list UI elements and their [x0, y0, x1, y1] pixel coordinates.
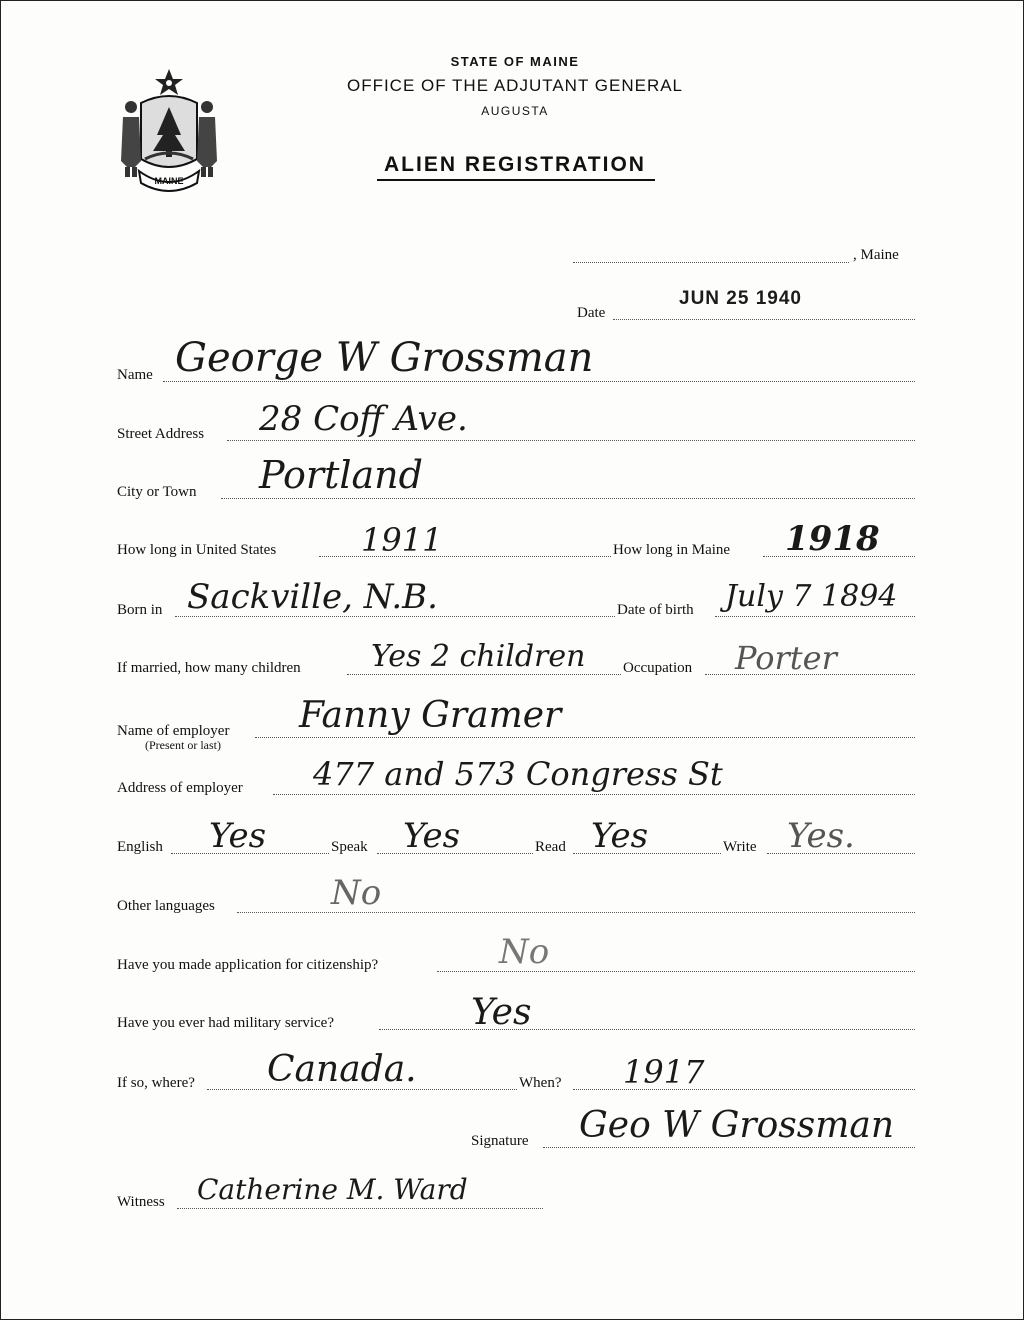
citizenship-label: Have you made application for citizenship? — [117, 957, 379, 973]
date-line — [613, 319, 915, 320]
street-address-line — [227, 440, 915, 441]
title-underline — [377, 179, 655, 181]
military-value: Yes — [471, 992, 532, 1033]
speak-label: Speak — [331, 839, 368, 855]
write-value: Yes. — [787, 816, 855, 856]
witness-label: Witness — [117, 1194, 165, 1210]
read-value: Yes — [591, 816, 649, 856]
header-state: STATE OF MAINE — [450, 54, 580, 69]
if-married-line — [347, 674, 621, 675]
city-label: City or Town — [117, 484, 197, 500]
name-line — [163, 381, 915, 382]
how-long-us-label: How long in United States — [117, 542, 277, 558]
signature-label: Signature — [471, 1133, 529, 1149]
date-label: Date — [577, 305, 606, 321]
employer-address-line — [273, 794, 915, 795]
occupation-label: Occupation — [623, 660, 693, 676]
citizenship-value: No — [499, 932, 550, 972]
when-value: 1917 — [623, 1053, 705, 1091]
street-address-label: Street Address — [117, 426, 205, 442]
when-label: When? — [519, 1075, 562, 1091]
signature-line — [543, 1147, 915, 1148]
date-of-birth-line — [715, 616, 915, 617]
other-languages-label: Other languages — [117, 898, 215, 914]
occupation-value: Porter — [735, 639, 837, 677]
if-married-value: Yes 2 children — [371, 639, 586, 674]
street-address-value: 28 Coff Ave. — [259, 399, 468, 439]
present-or-last-note: (Present or last) — [145, 738, 221, 752]
born-in-label: Born in — [117, 602, 163, 618]
read-label: Read — [535, 839, 566, 855]
name-label: Name — [117, 367, 153, 383]
maine-suffix: , Maine — [853, 247, 899, 263]
seal-banner-text: MAINE — [154, 176, 184, 186]
city-value: Portland — [259, 453, 423, 497]
name-value: George W Grossman — [175, 335, 594, 381]
english-label: English — [117, 839, 163, 855]
employer-address-value: 477 and 573 Congress St — [313, 755, 723, 793]
english-value: Yes — [209, 816, 267, 856]
header-office: OFFICE OF THE ADJUTANT GENERAL — [346, 76, 684, 95]
military-label: Have you ever had military service? — [117, 1015, 334, 1031]
header-city: AUGUSTA — [481, 104, 549, 118]
write-label: Write — [723, 839, 757, 855]
how-long-maine-value: 1918 — [785, 519, 880, 559]
speak-value: Yes — [403, 816, 461, 856]
date-of-birth-value: July 7 1894 — [725, 579, 898, 614]
born-in-value: Sackville, N.B. — [187, 577, 438, 617]
city-line — [221, 498, 915, 499]
witness-value: Catherine M. Ward — [197, 1173, 468, 1206]
date-of-birth-label: Date of birth — [617, 602, 694, 618]
if-so-where-label: If so, where? — [117, 1075, 195, 1091]
other-languages-value: No — [331, 873, 382, 913]
signature-value: Geo W Grossman — [579, 1105, 894, 1146]
date-stamp: JUN 25 1940 — [679, 288, 802, 309]
witness-line — [177, 1208, 543, 1209]
employer-name-value: Fanny Gramer — [299, 695, 562, 736]
if-married-label: If married, how many children — [117, 660, 301, 676]
employer-address-label: Address of employer — [117, 780, 243, 796]
if-so-where-value: Canada. — [267, 1049, 417, 1090]
how-long-us-value: 1911 — [361, 521, 443, 559]
how-long-maine-label: How long in Maine — [613, 542, 731, 558]
form-title: ALIEN REGISTRATION — [384, 153, 646, 176]
employer-name-line — [255, 737, 915, 738]
employer-name-label: Name of employer — [117, 723, 230, 739]
military-line — [379, 1029, 915, 1030]
place-line — [573, 262, 849, 263]
